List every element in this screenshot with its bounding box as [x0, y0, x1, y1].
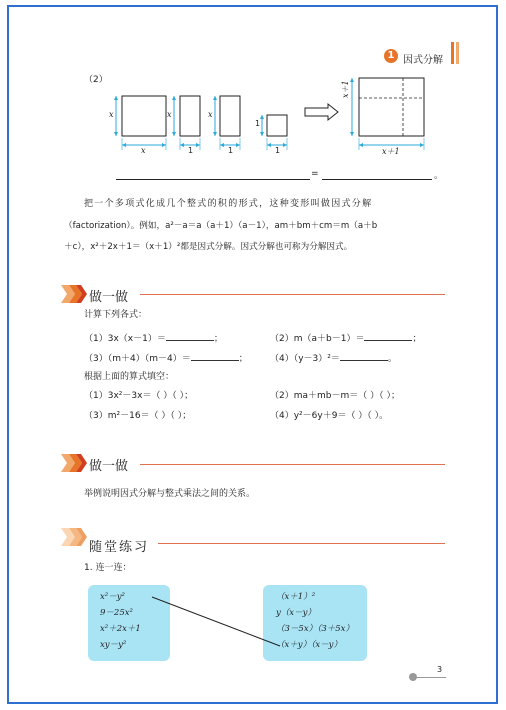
equation-equals: = [311, 169, 319, 179]
width-label-1: x [141, 146, 146, 155]
height-label-2: x [167, 110, 172, 119]
definition-line-3: ＋c），x²＋2x＋1＝（x＋1）²都是因式分解。因式分解也可称为分解因式。 [64, 242, 353, 252]
fill-item-3: （3）m²－16＝（ ）（ ）； [84, 411, 192, 421]
calc-item-4-text: （4）（y－3）²＝ [270, 354, 340, 364]
left-item-2[interactable]: 9－25x² [100, 608, 133, 618]
width-label-2: 1 [188, 146, 194, 155]
definition-line-1: 把一个多项式化成几个整式的积的形式，这种变形叫做因式分解 [84, 199, 373, 209]
relation-prompt: 举例说明因式分解与整式乘法之间的关系。 [84, 489, 256, 499]
calc-item-1-text: （1）3x（x－1）＝ [84, 334, 166, 344]
fill-instruction: 根据上面的算式填空： [84, 372, 175, 382]
definition-line-2: （factorization）。例如，a²－a＝a（a＋1）（a－1），am＋bm＋cm＝m（a＋b [64, 221, 378, 231]
page-number: 3 [437, 665, 443, 674]
width-label-3: 1 [228, 146, 234, 155]
width-label-4: 1 [275, 146, 281, 155]
right-item-2[interactable]: y（x－y） [276, 608, 316, 618]
right-item-3[interactable]: （3－5x）（3＋5x） [276, 624, 354, 634]
calc-item-3: （3）（m＋4）（m－4）＝ ； [84, 351, 248, 365]
calc-item-3-text: （3）（m＋4）（m－4）＝ [84, 354, 191, 364]
height-label-1: x [109, 110, 114, 119]
left-item-4[interactable]: xy－y² [100, 640, 127, 650]
left-item-3[interactable]: x²＋2x＋1 [100, 624, 141, 634]
exercise-label: 1. 连一连： [84, 563, 132, 573]
calc-item-1: （1）3x（x－1）＝ ； [84, 331, 223, 345]
chapter-number: 1 [387, 50, 395, 61]
section-title-1: 做一做 [89, 290, 129, 305]
fill-item-2: （2）ma＋mb－m＝（ ）（ ）； [270, 391, 400, 401]
height-label-3: x [208, 110, 213, 119]
footer-dot [409, 673, 417, 681]
calc-instruction: 计算下列各式： [84, 310, 148, 320]
calc-item-2: （2）m（a＋b－1）＝ ； [270, 331, 421, 345]
calc-item-4: （4）（y－3）²＝ 。 [270, 351, 397, 365]
right-item-4[interactable]: （x＋y）（x－y） [276, 640, 342, 650]
calc-item-2-text: （2）m（a＋b－1）＝ [270, 334, 365, 344]
result-height-label: x＋1 [341, 80, 350, 98]
fill-item-1: （1）3x²－3x＝（ ）（ ）； [84, 391, 194, 401]
equation-end: 。 [434, 171, 444, 181]
height-label-4: 1 [255, 119, 261, 128]
footer-rule [417, 677, 446, 678]
right-item-1[interactable]: （x＋1）² [276, 592, 316, 602]
section-title-2: 做一做 [89, 459, 129, 474]
fill-item-4: （4）y²－6y＋9＝（ ）（ ）。 [270, 411, 389, 421]
figure-label: （2） [84, 75, 108, 85]
left-item-1[interactable]: x²－y² [100, 592, 125, 602]
section-title-3: 随堂练习 [89, 540, 150, 555]
result-width-label: x＋1 [382, 147, 400, 156]
chapter-title: 因式分解 [403, 55, 443, 66]
